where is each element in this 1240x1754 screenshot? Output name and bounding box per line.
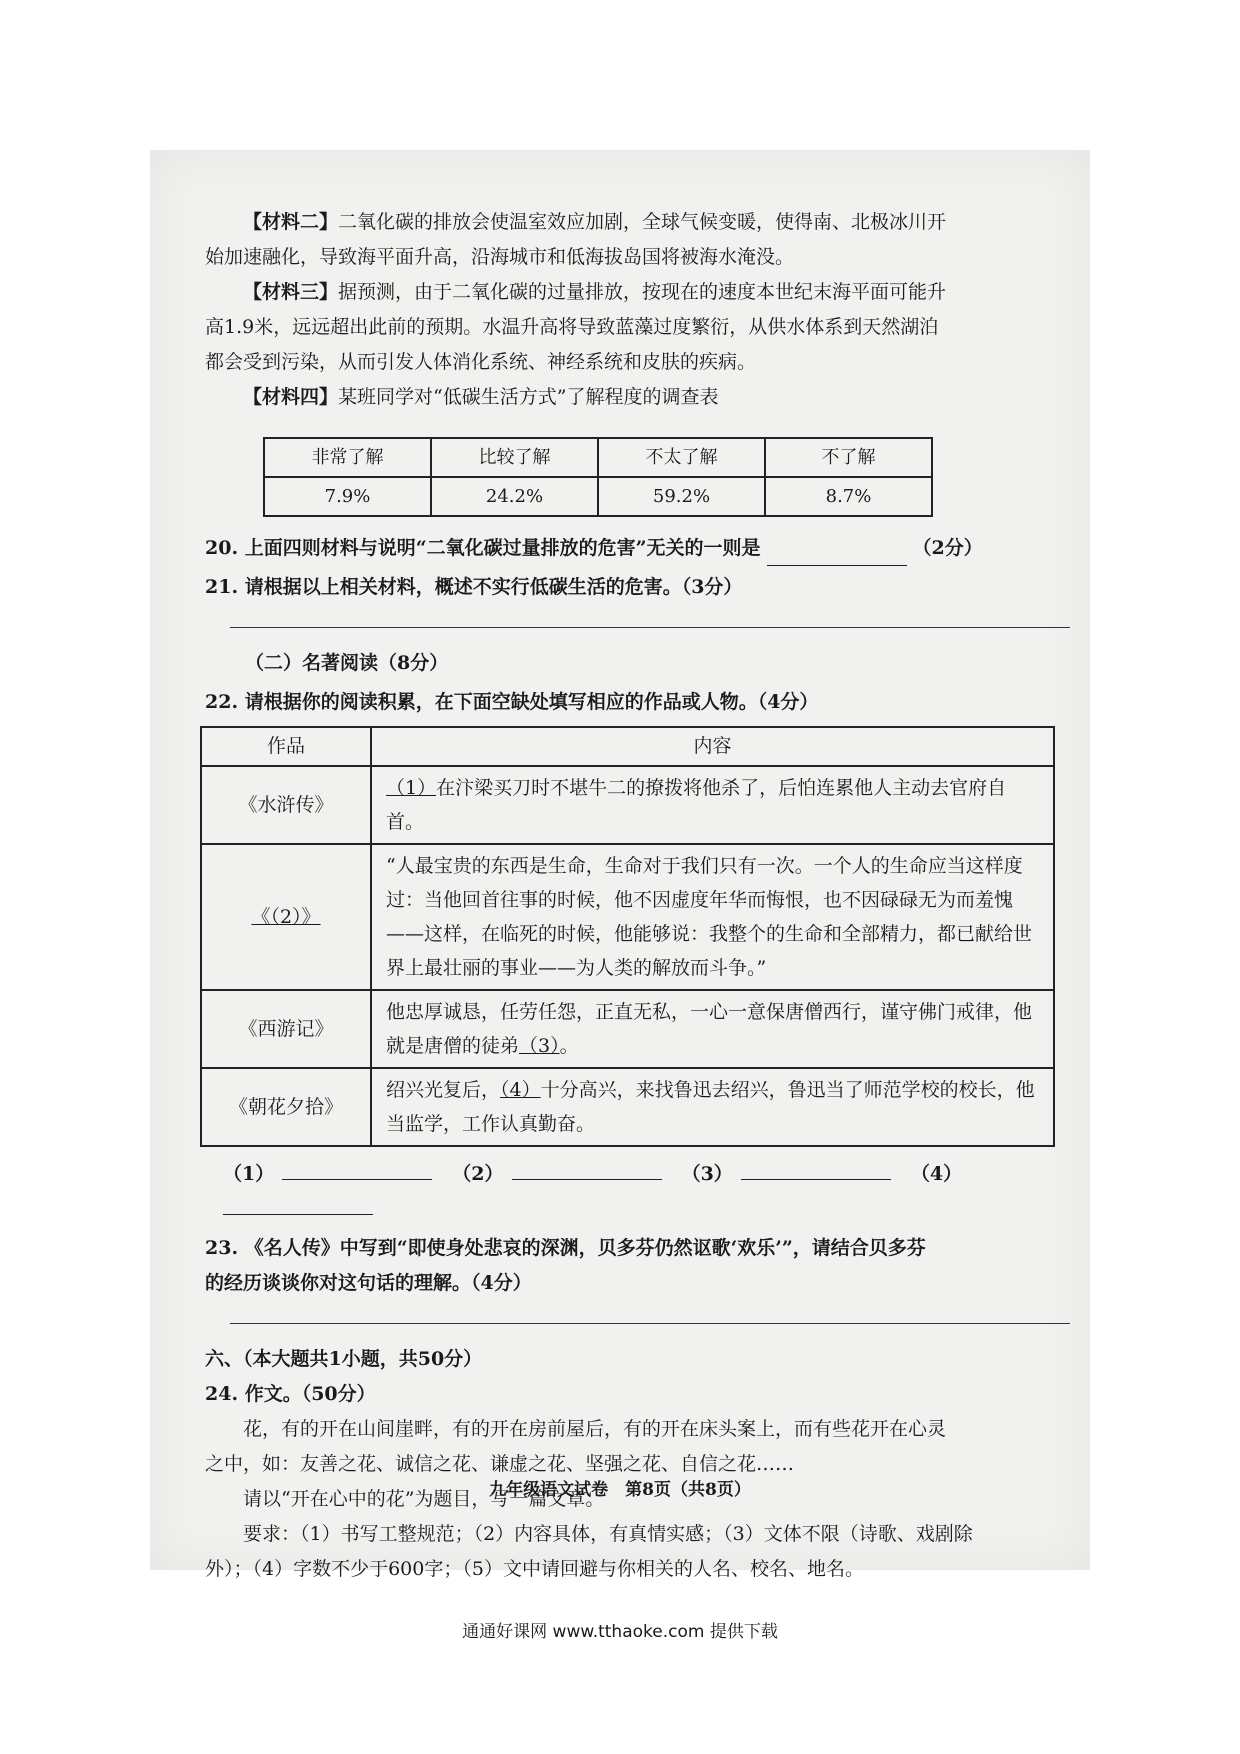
question-23: 23. 《名人传》中写到“即使身处悲哀的深渊，贝多芬仍然讴歌‘欢乐’”，请结合贝多芬: [205, 1237, 926, 1259]
work-title: 《朝花夕拾》: [201, 1068, 371, 1146]
work-content: 绍兴光复后，（4）十分高兴，来找鲁迅去绍兴，鲁迅当了师范学校的校长，他当监学，工作认真勤奋。: [371, 1068, 1054, 1146]
answer-line[interactable]: [230, 625, 1070, 628]
essay-requirements-line1: 要求：（1）书写工整规范；（2）内容具体，有真情实感；（3）文体不限（诗歌、戏剧除: [243, 1523, 973, 1545]
answer-blank[interactable]: [282, 1159, 432, 1180]
survey-value: 24.2%: [431, 477, 598, 516]
blank-marker: （1）: [386, 777, 437, 799]
essay-requirements-line2: 外）；（4）字数不少于600字；（5）文中请回避与你相关的人名、校名、地名。: [205, 1558, 864, 1580]
answer-blank[interactable]: [223, 1194, 373, 1215]
section-classics-reading: （二）名著阅读（8分）: [245, 652, 449, 674]
material-3-line2: 高1.9米，远远超出此前的预期。水温升高将导致蓝藻过度繁衍，从供水体系到天然湖泊: [205, 316, 939, 338]
survey-value-row: [264, 477, 932, 516]
material-2: 【材料二】二氧化碳的排放会使温室效应加剧，全球气候变暖，使得南、北极冰川开: [243, 211, 947, 233]
exam-content: [205, 205, 1085, 1587]
survey-header: 比较了解: [431, 438, 598, 477]
survey-header: 不了解: [765, 438, 932, 477]
survey-header: 不太了解: [598, 438, 765, 477]
works-header-row: [201, 727, 1054, 766]
material-2-line2: 始加速融化，导致海平面升高，沿海城市和低海拔岛国将被海水淹没。: [205, 246, 795, 268]
material-3-line3: 都会受到污染，从而引发人体消化系统、神经系统和皮肤的疾病。: [205, 351, 757, 373]
essay-instruction: 请以“开在心中的花”为题目，写一篇文章。: [243, 1488, 605, 1510]
work-title: 《水浒传》: [201, 766, 371, 844]
answer-line[interactable]: [230, 1321, 1070, 1324]
works-row: [201, 990, 1054, 1068]
survey-value: 8.7%: [765, 477, 932, 516]
question-21: 21. 请根据以上相关材料，概述不实行低碳生活的危害。（3分）: [205, 576, 743, 598]
col-content-header: 内容: [371, 727, 1054, 766]
question-20: 20. 上面四则材料与说明“二氧化碳过量排放的危害”无关的一则是 （2分）: [205, 531, 1085, 566]
answer-blanks-row: （1） （2） （3） （4）: [223, 1157, 1085, 1227]
works-row: [201, 766, 1054, 844]
material-4: 【材料四】某班同学对“低碳生活方式”了解程度的调查表: [243, 386, 719, 408]
essay-prompt-line2: 之中，如：友善之花、诚信之花、谦虚之花、坚强之花、自信之花……: [205, 1453, 795, 1475]
works-row: [201, 1068, 1054, 1146]
work-content: （1）在汴梁买刀时不堪牛二的撩拨将他杀了，后怕连累他人主动去官府自首。: [371, 766, 1054, 844]
question-24: 24. 作文。（50分）: [205, 1383, 376, 1405]
answer-blank[interactable]: [741, 1159, 891, 1180]
work-title: 《西游记》: [201, 990, 371, 1068]
work-content: 他忠厚诚恳，任劳任怨，正直无私，一心一意保唐僧西行，谨守佛门戒律，他就是唐僧的徒弟（3）。: [371, 990, 1054, 1068]
blank-marker: （4）: [500, 1079, 541, 1101]
work-title: 《（2）》: [201, 844, 371, 990]
site-credit: 通通好课网 www.tthaoke.com 提供下载: [462, 1622, 778, 1642]
survey-header-row: [264, 438, 932, 477]
material-3: 【材料三】据预测，由于二氧化碳的过量排放，按现在的速度本世纪末海平面可能升: [243, 281, 947, 303]
answer-blank[interactable]: [512, 1159, 662, 1180]
survey-value: 59.2%: [598, 477, 765, 516]
works-table: [200, 726, 1055, 1147]
survey-value: 7.9%: [264, 477, 431, 516]
page-footer: 九年级语文试卷 第8页（共8页）: [489, 1480, 751, 1500]
survey-table: [263, 437, 933, 517]
col-work-header: 作品: [201, 727, 371, 766]
survey-header: 非常了解: [264, 438, 431, 477]
question-22: 22. 请根据你的阅读积累，在下面空缺处填写相应的作品或人物。（4分）: [205, 691, 819, 713]
essay-prompt-line1: 花，有的开在山间崖畔，有的开在房前屋后，有的开在床头案上，而有些花开在心灵: [243, 1418, 947, 1440]
answer-blank[interactable]: [767, 543, 907, 566]
work-content: “人最宝贵的东西是生命，生命对于我们只有一次。一个人的生命应当这样度过：当他回首往事的时候，他不因虚度年华而悔恨，也不因碌碌无为而羞愧——这样，在临死的时候，他能够说：我整个的生命和全部精力，都已献给世界上最壮丽的事业——为人类的解放而斗争。”: [371, 844, 1054, 990]
question-23-line2: 的经历谈谈你对这句话的理解。（4分）: [205, 1272, 532, 1294]
section-six-header: 六、（本大题共1小题，共50分）: [205, 1348, 483, 1370]
blank-marker: （3）: [519, 1035, 560, 1057]
works-row: [201, 844, 1054, 990]
